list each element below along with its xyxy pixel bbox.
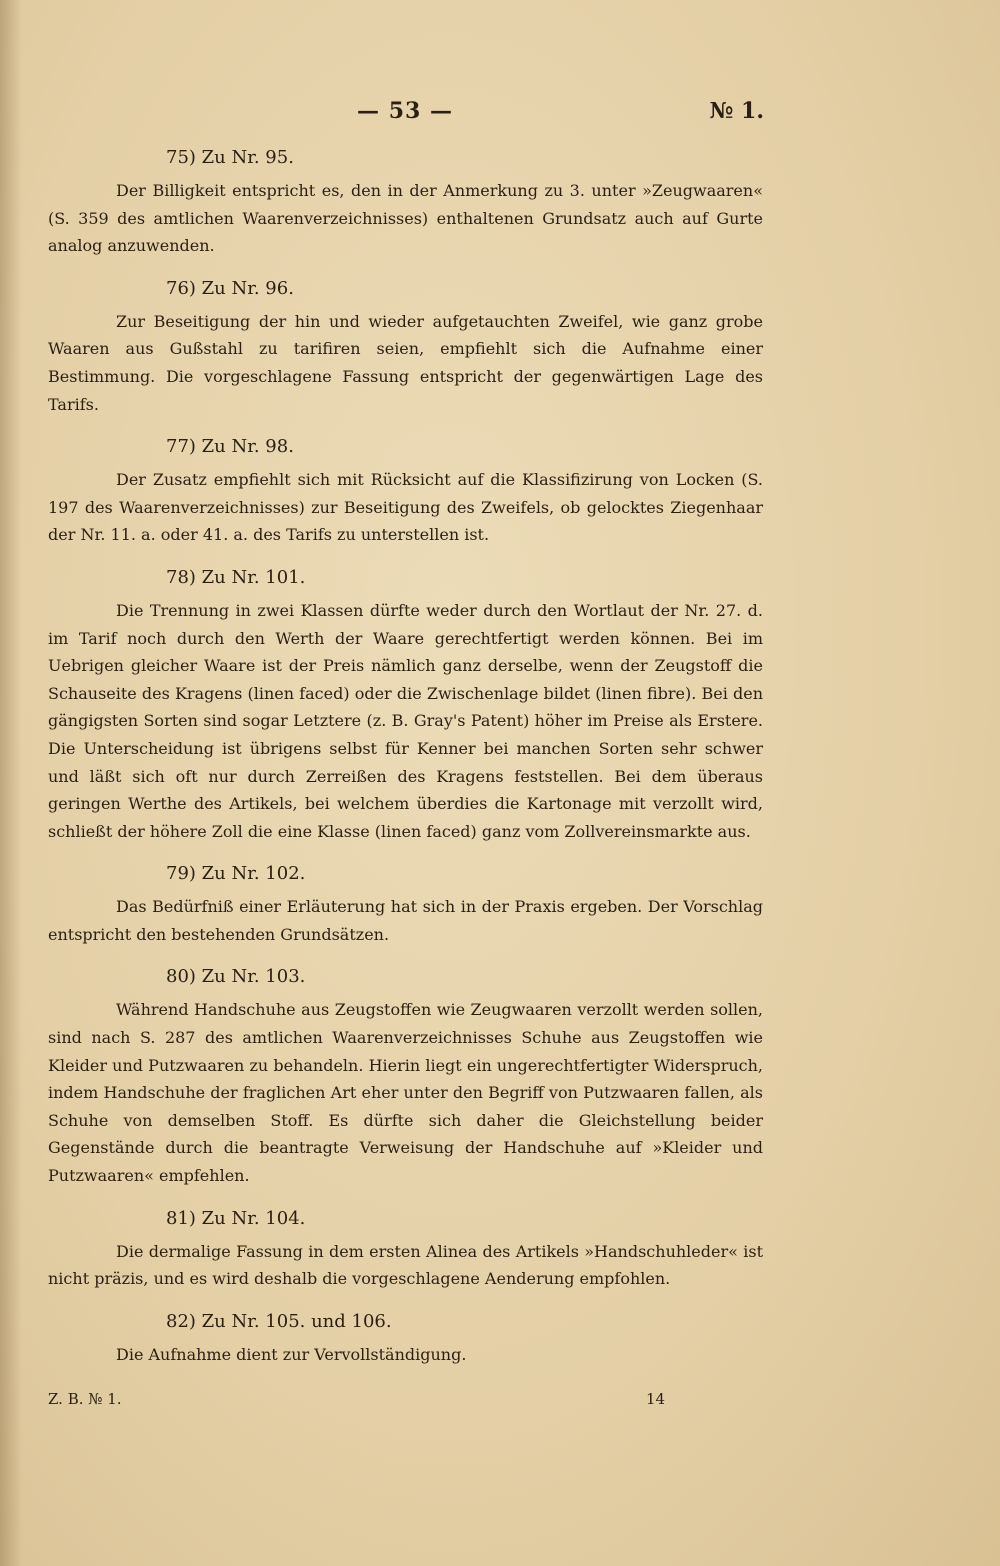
- page-header: [0, 98, 1000, 132]
- section-heading: 78) Zu Nr. 101.: [166, 566, 306, 588]
- body-text: [48, 145, 763, 1384]
- section-heading: 81) Zu Nr. 104.: [166, 1207, 306, 1229]
- page-number: — 53 —: [357, 98, 453, 124]
- section-heading: 80) Zu Nr. 103.: [166, 966, 306, 988]
- document-number: № 1.: [709, 98, 764, 124]
- section-paragraph: Der Billigkeit entspricht es, den in der Anmerkung zu 3. unter »Zeugwaaren« (S. 359 des amtlichen Waarenverzeichnisses) enthaltenen Grundsatz auch auf Gurte analog anzuwenden.: [48, 181, 763, 256]
- section-paragraph: Zur Beseitigung der hin und wieder aufgetauchten Zweifel, wie ganz grobe Waaren aus Gußstahl zu tarifiren seien, empfiehlt sich die Aufnahme einer Bestimmung. Die vorgeschlagene Fassung entspricht der gegenwärtigen Lage des Tarifs.: [48, 311, 763, 414]
- page-footer: [48, 1390, 763, 1414]
- sheet-number: 14: [646, 1390, 666, 1408]
- section-paragraph: Die Trennung in zwei Klassen dürfte weder durch den Wortlaut der Nr. 27. d. im Tarif noch durch den Werth der Waare gerechtfertigt werden können. Bei im Uebrigen gleicher Waare ist der Preis nämlich ganz derselbe, wenn der Zeugstoff die Schauseite des Kragens (linen faced) oder die Zwischenlage bildet (linen fibre). Bei den gängigsten Sorten sind sogar Letztere (z. B. Gray's Patent) höher im Preise als Erstere. Die Unterscheidung ist übrigens selbst für Kenner bei manchen Sorten sehr schwer und läßt sich oft nur durch Zerreißen des Kragens feststellen. Bei dem überaus geringen Werthe des Artikels, bei welchem überdies die Kartonage mit verzollt wird, schließt der höhere Zoll die eine Klasse (linen faced) ganz vom Zollvereinsmarkte aus.: [48, 600, 763, 841]
- section-paragraph: Der Zusatz empfiehlt sich mit Rücksicht auf die Klassifizirung von Locken (S. 197 des Waarenverzeichnisses) zur Beseitigung des Zweifels, ob gelocktes Ziegenhaar der Nr. 11. a. oder 41. a. des Tarifs zu unterstellen ist.: [48, 470, 763, 545]
- section-paragraph: Während Handschuhe aus Zeugstoffen wie Zeugwaaren verzollt werden sollen, sind nach S. 287 des amtlichen Waarenverzeichnisses Schuhe aus Zeugstoffen wie Kleider und Putzwaaren zu behandeln. Hierin liegt ein ungerechtfertigter Widerspruch, indem Handschuhe der fraglichen Art eher unter den Begriff von Putzwaaren fallen, als Schuhe von demselben Stoff. Es dürfte sich daher die Gleichstellung beider Gegenstände durch die beantragte Verweisung der Handschuhe auf »Kleider und Putzwaaren« empfehlen.: [48, 1000, 763, 1186]
- section-paragraph: Die Aufnahme dient zur Vervollständigung.: [116, 1344, 467, 1364]
- section-paragraph: Die dermalige Fassung in dem ersten Alinea des Artikels »Handschuhleder« ist nicht präzis, und es wird deshalb die vorgeschlagene Aenderung empfohlen.: [48, 1241, 763, 1289]
- printer-signature: Z. B. № 1.: [48, 1390, 122, 1408]
- section-heading: 75) Zu Nr. 95.: [166, 147, 294, 168]
- section-heading: 76) Zu Nr. 96.: [166, 277, 294, 299]
- section-heading: 79) Zu Nr. 102.: [166, 863, 306, 885]
- section-heading: 77) Zu Nr. 98.: [166, 436, 294, 458]
- section-heading: 82) Zu Nr. 105. und 106.: [166, 1310, 392, 1332]
- page-edge-shadow: [0, 0, 22, 1566]
- section-paragraph: Das Bedürfniß einer Erläuterung hat sich in der Praxis ergeben. Der Vorschlag entspricht den bestehenden Grundsätzen.: [48, 897, 763, 944]
